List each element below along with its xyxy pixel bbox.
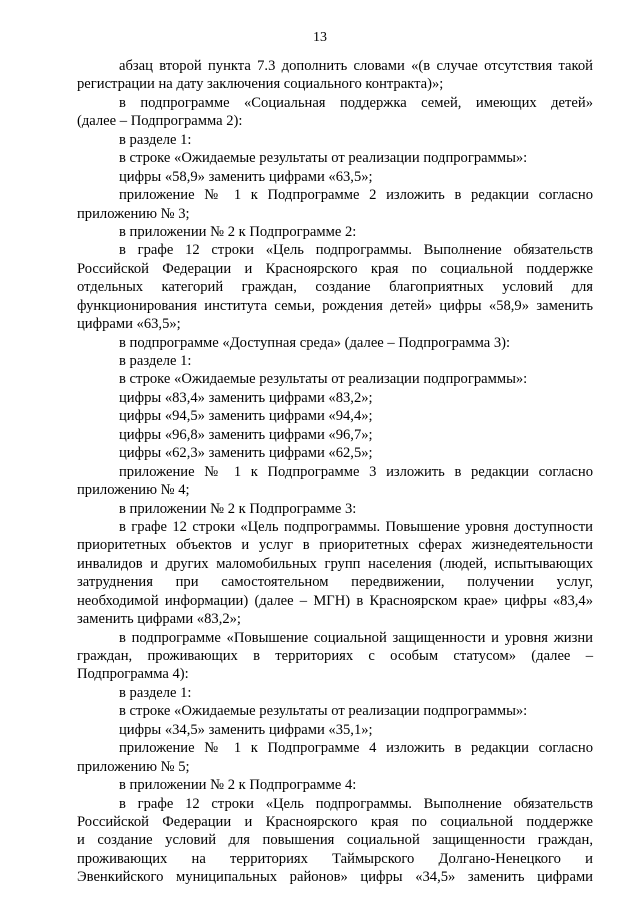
text-line: в приложении № 2 к Подпрограмме 4: xyxy=(119,777,357,794)
text-line: в разделе 1: xyxy=(119,353,192,369)
text-line: цифрами «63,5»; xyxy=(77,316,181,333)
text-line: цифры «58,9» заменить цифрами «63,5»; xyxy=(119,168,373,185)
text-line: граждан, проживающих в территориях с особым статусом» (далее – xyxy=(77,648,593,664)
text-line: приложение № 1 к Подпрограмме 3 изложить в редакции согласно xyxy=(119,463,593,480)
text-line: в разделе 1: xyxy=(119,684,192,701)
text-line: абзац второй пункта 7.3 дополнить словами «(в случае отсутствия такой xyxy=(119,58,593,74)
page-number: 13 xyxy=(313,30,327,45)
text-line: Подпрограмма 4): xyxy=(77,666,189,683)
text-line: приложению № 5; xyxy=(77,758,190,775)
text-line: цифры «34,5» заменить цифрами «35,1»; xyxy=(119,721,373,738)
document-body xyxy=(77,57,593,887)
text-line: в подпрограмме «Повышение социальной защищенности и уровня жизни xyxy=(119,629,593,646)
text-line: проживающих на территориях Таймырского Долгано-Ненецкого и xyxy=(77,850,593,867)
text-line: в разделе 1: xyxy=(119,131,192,148)
text-line: цифры «96,8» заменить цифрами «96,7»; xyxy=(119,426,373,443)
text-line: заменить цифрами «83,2»; xyxy=(77,611,241,628)
text-line: регистрации на дату заключения социального контракта)»; xyxy=(77,76,444,93)
text-line: цифры «62,3» заменить цифрами «62,5»; xyxy=(119,445,373,462)
text-line: Российской Федерации и Красноярского края по социальной поддержке xyxy=(77,813,593,830)
text-line: приложение № 1 к Подпрограмме 2 изложить в редакции согласно xyxy=(119,187,593,204)
text-line: в графе 12 строки «Цель подпрограммы. Выполнение обязательств xyxy=(119,795,593,812)
text-line: в приложении № 2 к Подпрограмме 3: xyxy=(119,500,357,517)
text-line: затруднения при самостоятельном передвижении, получении услуг, xyxy=(77,574,593,591)
text-line: необходимой информации) (далее – МГН) в Красноярском крае» цифры «83,4» xyxy=(77,592,593,609)
text-line: приоритетных объектов и услуг в приоритетных сферах жизнедеятельности xyxy=(77,537,593,554)
text-line: Российской Федерации и Красноярского края по социальной поддержке xyxy=(77,260,593,277)
text-line: в строке «Ожидаемые результаты от реализации подпрограммы»: xyxy=(119,371,528,388)
text-line: цифры «83,4» заменить цифрами «83,2»; xyxy=(119,389,373,406)
text-line: Эвенкийского муниципальных районов» цифры «34,5» заменить цифрами xyxy=(77,869,593,886)
text-line: в строке «Ожидаемые результаты от реализации подпрограммы»: xyxy=(119,150,528,167)
text-line: инвалидов и других маломобильных групп населения (людей, испытывающих xyxy=(77,555,593,572)
text-line: в подпрограмме «Доступная среда» (далее – Подпрограмма 3): xyxy=(119,334,511,351)
text-line: и создание условий для повышения социальной защищенности граждан, xyxy=(77,832,593,849)
text-line: приложению № 3; xyxy=(77,205,190,222)
text-line: в графе 12 строки «Цель подпрограммы. Повышение уровня доступности xyxy=(119,518,593,535)
text-line: в графе 12 строки «Цель подпрограммы. Выполнение обязательств xyxy=(119,242,593,259)
text-line: (далее – Подпрограмма 2): xyxy=(77,113,243,130)
text-line: приложению № 4; xyxy=(77,482,190,499)
text-line: приложение № 1 к Подпрограмме 4 изложить в редакции согласно xyxy=(119,740,593,757)
text-line: отдельных категорий граждан, создание благоприятных условий для xyxy=(77,279,593,296)
text-line: в приложении № 2 к Подпрограмме 2: xyxy=(119,223,357,240)
text-line: в строке «Ожидаемые результаты от реализации подпрограммы»: xyxy=(119,703,528,720)
text-line: цифры «94,5» заменить цифрами «94,4»; xyxy=(119,408,373,425)
text-line: в подпрограмме «Социальная поддержка семей, имеющих детей» xyxy=(119,94,593,111)
text-line: функционирования института семьи, рождения детей» цифры «58,9» заменить xyxy=(77,297,593,314)
